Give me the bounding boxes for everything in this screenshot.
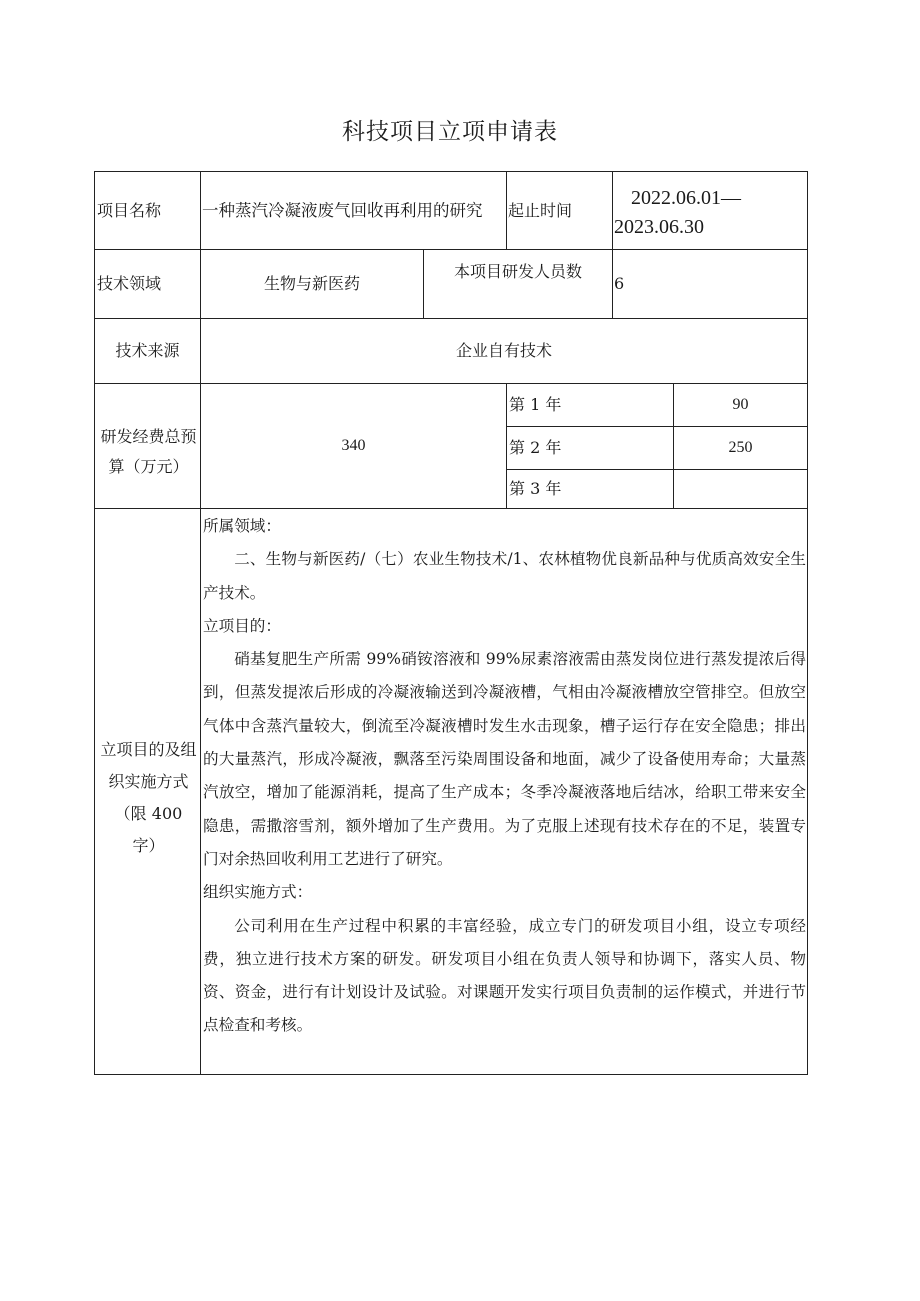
period-label: 起止时间	[508, 200, 573, 220]
staff-count-label: 本项目研发人员数	[453, 262, 582, 281]
tech-field-value: 生物与新医药	[263, 274, 360, 293]
period-start: 2022.06.01—	[631, 187, 741, 209]
budget-year-3-label: 第 3 年	[509, 479, 562, 498]
budget-label-line2: 算（万元）	[108, 457, 189, 476]
purpose-text: 硝基复肥生产所需 99%硝铵溶液和 99%尿素溶液需由蒸发岗位进行蒸发提浓后得到，但蒸发提浓后形成的冷凝液输送到冷凝液槽，气相由冷凝液槽放空管排空。但放空气体中含蒸汽量较大，倒流至冷凝液槽时发生水击现象，槽子运行存在安全隐患；排出的大量蒸汽，形成冷凝液，飘落至污染周围设备和地面，减少了设备使用寿命；大量蒸汽放空，增加了能源消耗，提高了生产成本；冬季冷凝液落地后结冰，给职工带来安全隐患，需撒溶雪剂，额外增加了生产费用。为了克服上述现有技术存在的不足，装置专门对余热回收利用工艺进行了研究。	[203, 650, 806, 868]
purpose-heading: 立项目的：	[203, 616, 281, 635]
purpose-label-line4: 字）	[132, 836, 165, 855]
period-value	[614, 184, 804, 242]
budget-label-line1: 研发经费总预	[100, 427, 197, 446]
field-heading: 所属领域：	[203, 517, 281, 535]
budget-total: 340	[341, 437, 366, 454]
period-end: 2023.06.30	[614, 216, 704, 238]
purpose-label-line3: （限 400	[114, 804, 183, 823]
page-title: 科技项目立项申请表	[342, 119, 558, 145]
field-text: 二、生物与新医药/（七）农业生物技术/1、农林植物优良新品种与优质高效安全生产技术。	[203, 550, 806, 602]
purpose-label-line1: 立项目的及组	[100, 740, 197, 759]
tech-field-label: 技术领域	[97, 274, 162, 293]
org-text: 公司利用在生产过程中积累的丰富经验，成立专门的研发项目小组，设立专项经费，独立进行技术方案的研发。研发项目小组在负责人领导和协调下，落实人员、物资、资金，进行有计划设计及试验。对课题开发实行项目负责制的运作模式，并进行节点检查和考核。	[203, 916, 806, 1035]
budget-year-2-label: 第 2 年	[509, 438, 562, 457]
project-name-label: 项目名称	[97, 200, 162, 220]
purpose-label	[95, 734, 202, 864]
budget-year-2-value: 250	[728, 439, 753, 456]
org-heading: 组织实施方式：	[203, 883, 313, 902]
budget-year-3-value	[674, 470, 807, 508]
budget-year-1-value: 90	[732, 396, 749, 413]
staff-count-value: 6	[614, 274, 625, 293]
tech-source-label: 技术来源	[115, 341, 180, 360]
purpose-content	[203, 510, 806, 1043]
budget-label	[95, 422, 202, 482]
budget-year-1-label: 第 1 年	[509, 395, 562, 414]
tech-source-value: 企业自有技术	[455, 341, 552, 360]
purpose-label-line2: 织实施方式	[108, 772, 189, 791]
project-name-value: 一种蒸汽冷凝液废气回收再利用的研究	[202, 200, 483, 220]
